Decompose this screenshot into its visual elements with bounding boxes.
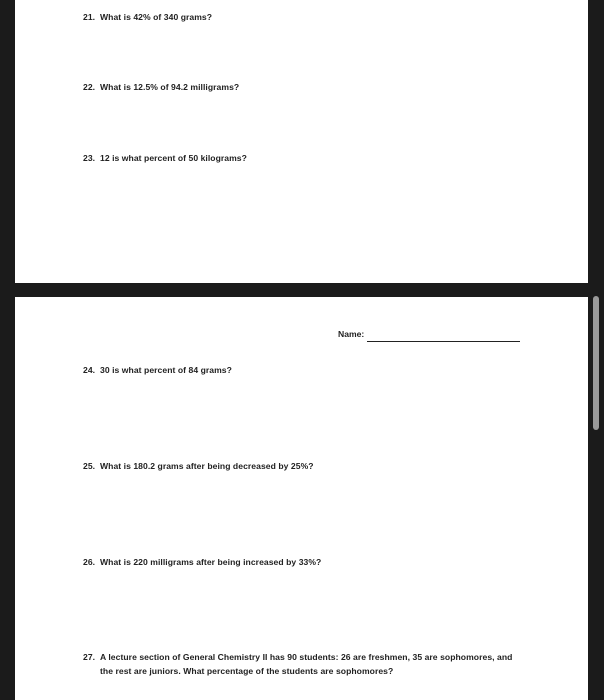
name-label: Name: xyxy=(338,329,365,339)
question-number: 26. xyxy=(83,557,96,567)
question-text: What is 12.5% of 94.2 milligrams? xyxy=(100,82,240,92)
question-text: What is 180.2 grams after being decreased by 25%? xyxy=(100,461,314,471)
question-number: 21. xyxy=(83,12,96,22)
question-25 xyxy=(83,459,314,473)
question-number: 25. xyxy=(83,461,96,471)
name-blank-line xyxy=(367,341,520,342)
question-text: A lecture section of General Chemistry II has 90 students: 26 are freshmen, 35 are sophomores, and the rest are juniors. What percentage of the students are sophomores? xyxy=(100,652,513,676)
question-number: 22. xyxy=(83,82,96,92)
question-24 xyxy=(83,363,232,377)
question-27 xyxy=(83,650,528,678)
question-number: 23. xyxy=(83,153,96,163)
question-26 xyxy=(83,555,321,569)
question-23 xyxy=(83,151,247,165)
question-number: 24. xyxy=(83,365,96,375)
question-text: What is 220 milligrams after being increased by 33%? xyxy=(100,557,322,567)
vertical-scrollbar[interactable] xyxy=(593,296,599,430)
question-22 xyxy=(83,80,239,94)
question-21 xyxy=(83,10,212,24)
question-number: 27. xyxy=(83,652,96,662)
question-text: 12 is what percent of 50 kilograms? xyxy=(100,153,247,163)
worksheet-page-top xyxy=(15,0,588,283)
worksheet-page-bottom xyxy=(15,297,588,700)
question-text: 30 is what percent of 84 grams? xyxy=(100,365,232,375)
question-text: What is 42% of 340 grams? xyxy=(100,12,213,22)
